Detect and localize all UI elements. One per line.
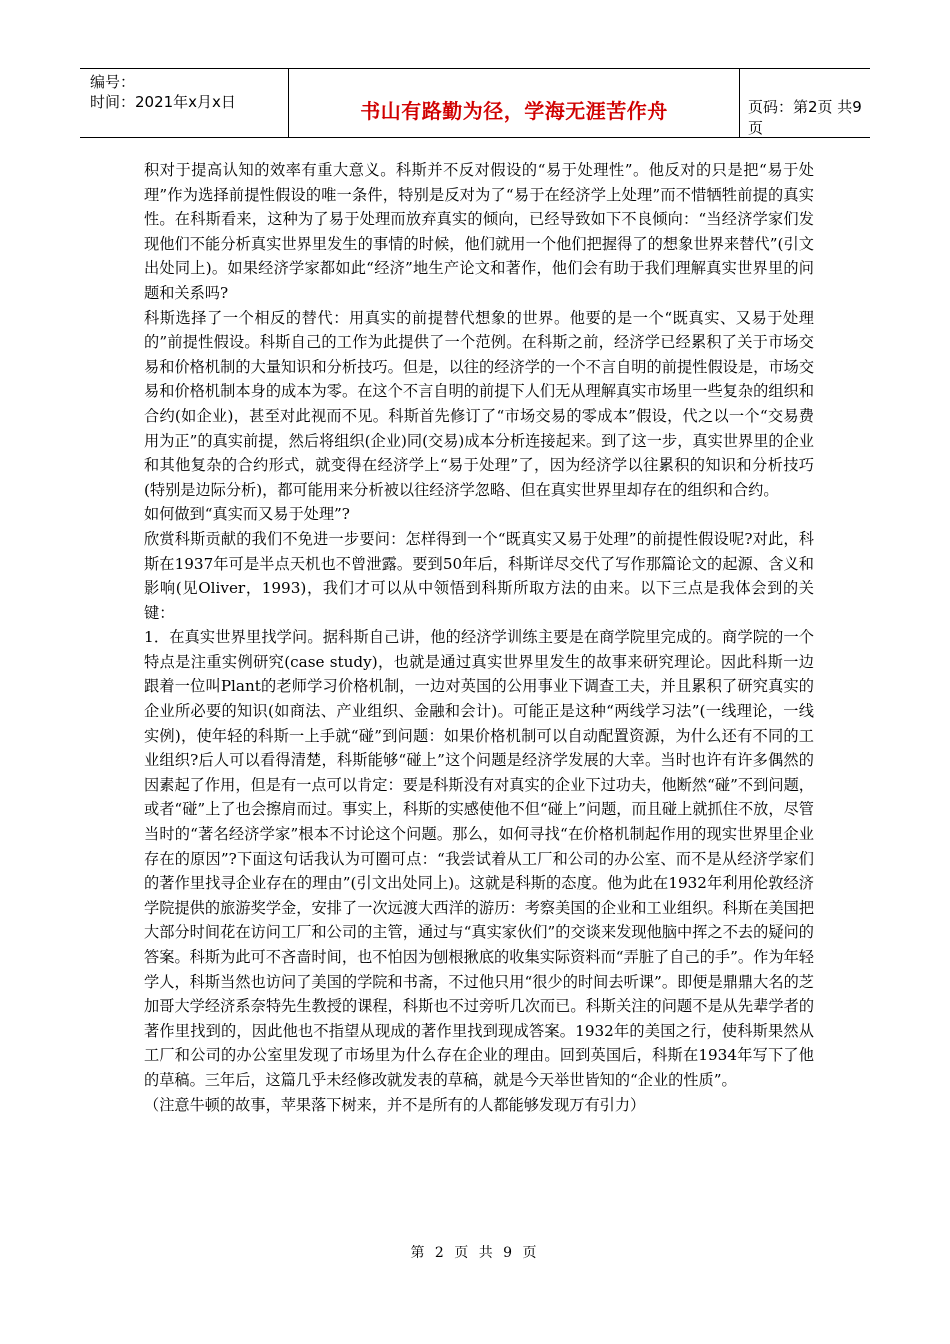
header-motto-cell bbox=[288, 69, 740, 137]
paragraph: 积对于提高认知的效率有重大意义。科斯并不反对假设的“易于处理性”。他反对的只是把“易于处理”作为选择前提性假设的唯一条件，特别是反对为了“易于在经济学上处理”而不惜牺牲前提的真实性。在科斯看来，这种为了易于处理而放弃真实的倾向，已经导致如下不良倾向：“当经济学家们发现他们不能分析真实世界里发生的事情的时候，他们就用一个他们把握得了的想象世界来替代”(引文出处同上)。如果经济学家都如此“经济”地生产论文和著作，他们会有助于我们理解真实世界里的问题和关系吗? bbox=[144, 161, 814, 302]
paragraph: 科斯选择了一个相反的替代：用真实的前提替代想象的世界。他要的是一个“既真实、又易于处理的”前提性假设。科斯自己的工作为此提供了一个范例。在科斯之前，经济学已经累积了关于市场交易和价格机制的大量知识和分析技巧。但是，以往的经济学的一个不言自明的前提性假设是，市场交易和价格机制本身的成本为零。在这个不言自明的前提下人们无从理解真实市场里一些复杂的组织和合约(如企业)，甚至对此视而不见。科斯首先修订了“市场交易的零成本”假设，代之以一个“交易费用为正”的真实前提，然后将组织(企业)同(交易)成本分析连接起来。到了这一步，真实世界里的企业和其他复杂的合约形式，就变得在经济学上“易于处理”了，因为经济学以往累积的知识和分析技巧(特别是边际分析)，都可能用来分析被以往经济学忽略、但在真实世界里却存在的组织和合约。 bbox=[144, 308, 814, 499]
paragraph: 1．在真实世界里找学问。据科斯自己讲，他的经济学训练主要是在商学院里完成的。商学院的一个特点是注重实例研究(case study)，也就是通过真实世界里发生的故事来研究理论。因此科斯一边跟着一位叫Plant的老师学习价格机制，一边对英国的公用事业下调查工夫，并且累积了研究真实的企业所必要的知识(如商法、产业组织、金融和会计)。可能正是这种“两线学习法”(一线理论，一线实例)，使年轻的科斯一上手就“碰”到问题：如果价格机制可以自动配置资源，为什么还有不同的工业组织?后人可以看得清楚，科斯能够“碰上”这个问题是经济学发展的大幸。当时也许有许多偶然的因素起了作用，但是有一点可以肯定：要是科斯没有对真实的企业下过功夫，他断然“碰”不到问题，或者“碰”上了也会擦肩而过。事实上，科斯的实感使他不但“碰上”问题，而且碰上就抓住不放，尽管当时的“著名经济学家”根本不讨论这个问题。那么，如何寻找“在价格机制起作用的现实世界里企业存在的原因”?下面这句话我认为可圈可点：“我尝试着从工厂和公司的办公室、而不是从经济学家们的著作里找寻企业存在的理由”(引文出处同上)。这就是科斯的态度。他为此在1932年利用伦敦经济学院提供的旅游奖学金，安排了一次远渡大西洋的游历：考察美国的企业和工业组织。科斯在美国把大部分时间花在访问工厂和公司的主管，通过与“真实家伙们”的交谈来发现他脑中挥之不去的疑问的答案。科斯为此可不吝啬时间，也不怕因为刨根揪底的收集实际资料而“弄脏了自己的手”。作为年轻学人，科斯当然也访问了美国的学院和书斋，不过他只用“很少的时间去听课”。即便是鼎鼎大名的芝加哥大学经济系奈特先生教授的课程，科斯也不过旁听几次而已。科斯关注的问题不是从先辈学者的著作里找到的，因此他也不指望从现成的著作里找到现成答案。1932年的美国之行，使科斯果然从工厂和公司的办公室里发现了市场里为什么存在企业的理由。回到英国后，科斯在1934年写下了他的草稿。三年后，这篇几乎未经修改就发表的草稿，就是今天举世皆知的“企业的性质”。 bbox=[144, 628, 814, 1089]
section-heading: 如何做到“真实而又易于处理”? bbox=[144, 505, 350, 524]
note-paragraph: （注意牛顿的故事，苹果落下树来，并不是所有的人都能够发现万有引力） bbox=[144, 1095, 646, 1114]
header-info-cell bbox=[80, 69, 288, 137]
number-label: 编号： bbox=[90, 73, 136, 91]
motto-text: 书山有路勤为径，学海无涯苦作舟 bbox=[360, 99, 668, 123]
paragraph: 欣赏科斯贡献的我们不免进一步要问：怎样得到一个“既真实又易于处理”的前提性假设呢?对此，科斯在1937年可是半点天机也不曾泄露。要到50年后，科斯详尽交代了写作那篇论文的起源、含义和影响(见Oliver，1993)，我们才可以从中领悟到科斯所取方法的由来。以下三点是我体会到的关键： bbox=[144, 529, 814, 622]
time-label: 时间：2021年x月x日 bbox=[90, 93, 236, 111]
document-body bbox=[144, 158, 814, 1117]
page-footer: 第 2 页 共 9 页 bbox=[410, 1245, 540, 1261]
header-page-cell bbox=[740, 69, 870, 137]
page-header bbox=[80, 68, 870, 138]
page-number-label: 页码：第2页 共9页 bbox=[748, 98, 862, 137]
